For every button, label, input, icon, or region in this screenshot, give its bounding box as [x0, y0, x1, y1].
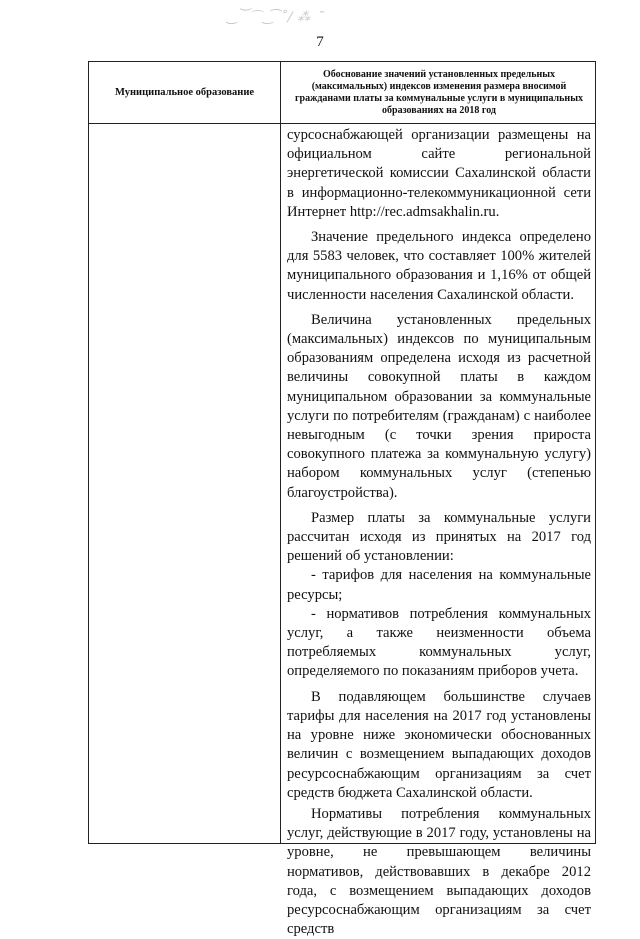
- paragraph-continuation: сурсоснабжающей организации размещены на официальном сайте региональной энергетической комиссии Сахалинской области в информационно-телекоммуникационной сети Интернет http://rec.admsakhalin.ru.: [287, 127, 591, 220]
- paragraph-payment-basis: Размер платы за коммунальные услуги рассчитан исходя из принятых на 2017 год решений об установлении:: [287, 509, 591, 565]
- paragraph-index-calculation: Величина установленных предельных (максимальных) индексов по муниципальным образованиям определена исходя из расчетной величины совокупной платы в каждом муниципальном образовании за коммунальные услуги по потребителям (гражданам) с наиболее невыгодным (с точки зрения прироста совокупного платежа за коммунальную услугу) набором коммунальных услуг (степенью благоустройства).: [287, 311, 591, 501]
- paragraph-tariffs-level: В подавляющем большинстве случаев тарифы для населения на 2017 год установлены на уровне ниже экономически обоснованных величин с возмещением выпадающих доходов ресурсоснабжающим организациям за счет средств бюджета Сахалинской области.: [287, 688, 591, 801]
- column-header-justification: Обоснование значений установленных предельных (максимальных) индексов изменения размера вносимой гражданами платы за коммунальные услуги в муниципальных образованиях на 2018 год: [294, 68, 584, 116]
- paragraph-index-coverage: Значение предельного индекса определено для 5583 человек, что составляет 100% жителей муниципального образования и 1,16% от общей численности населения Сахалинской области.: [287, 229, 591, 303]
- justification-text-cell: [281, 124, 597, 938]
- paragraph-norms-level: Нормативы потребления коммунальных услуг, действующие в 2017 году, установлены на уровне, не превышающем величины нормативов, действовавших в декабре 2012 года, с возмещением выпадающих доходов ресурсоснабжающим организациям за счет средств: [287, 805, 591, 938]
- faded-stamp-mark: ‿ ͝ ⌒‿͡ ˚∕ ⁂ ˜: [225, 10, 327, 25]
- justification-table: [88, 61, 596, 938]
- page-number: 7: [316, 34, 324, 50]
- column-header-municipality: Муниципальное образование: [114, 87, 255, 98]
- list-item-norms: - нормативов потребления коммунальных услуг, а также неизменности объема потребляемых коммунальных услуг, определяемого по показаниям приборов учета.: [287, 605, 591, 680]
- list-item-tariffs: - тарифов для населения на коммунальные ресурсы;: [287, 567, 591, 603]
